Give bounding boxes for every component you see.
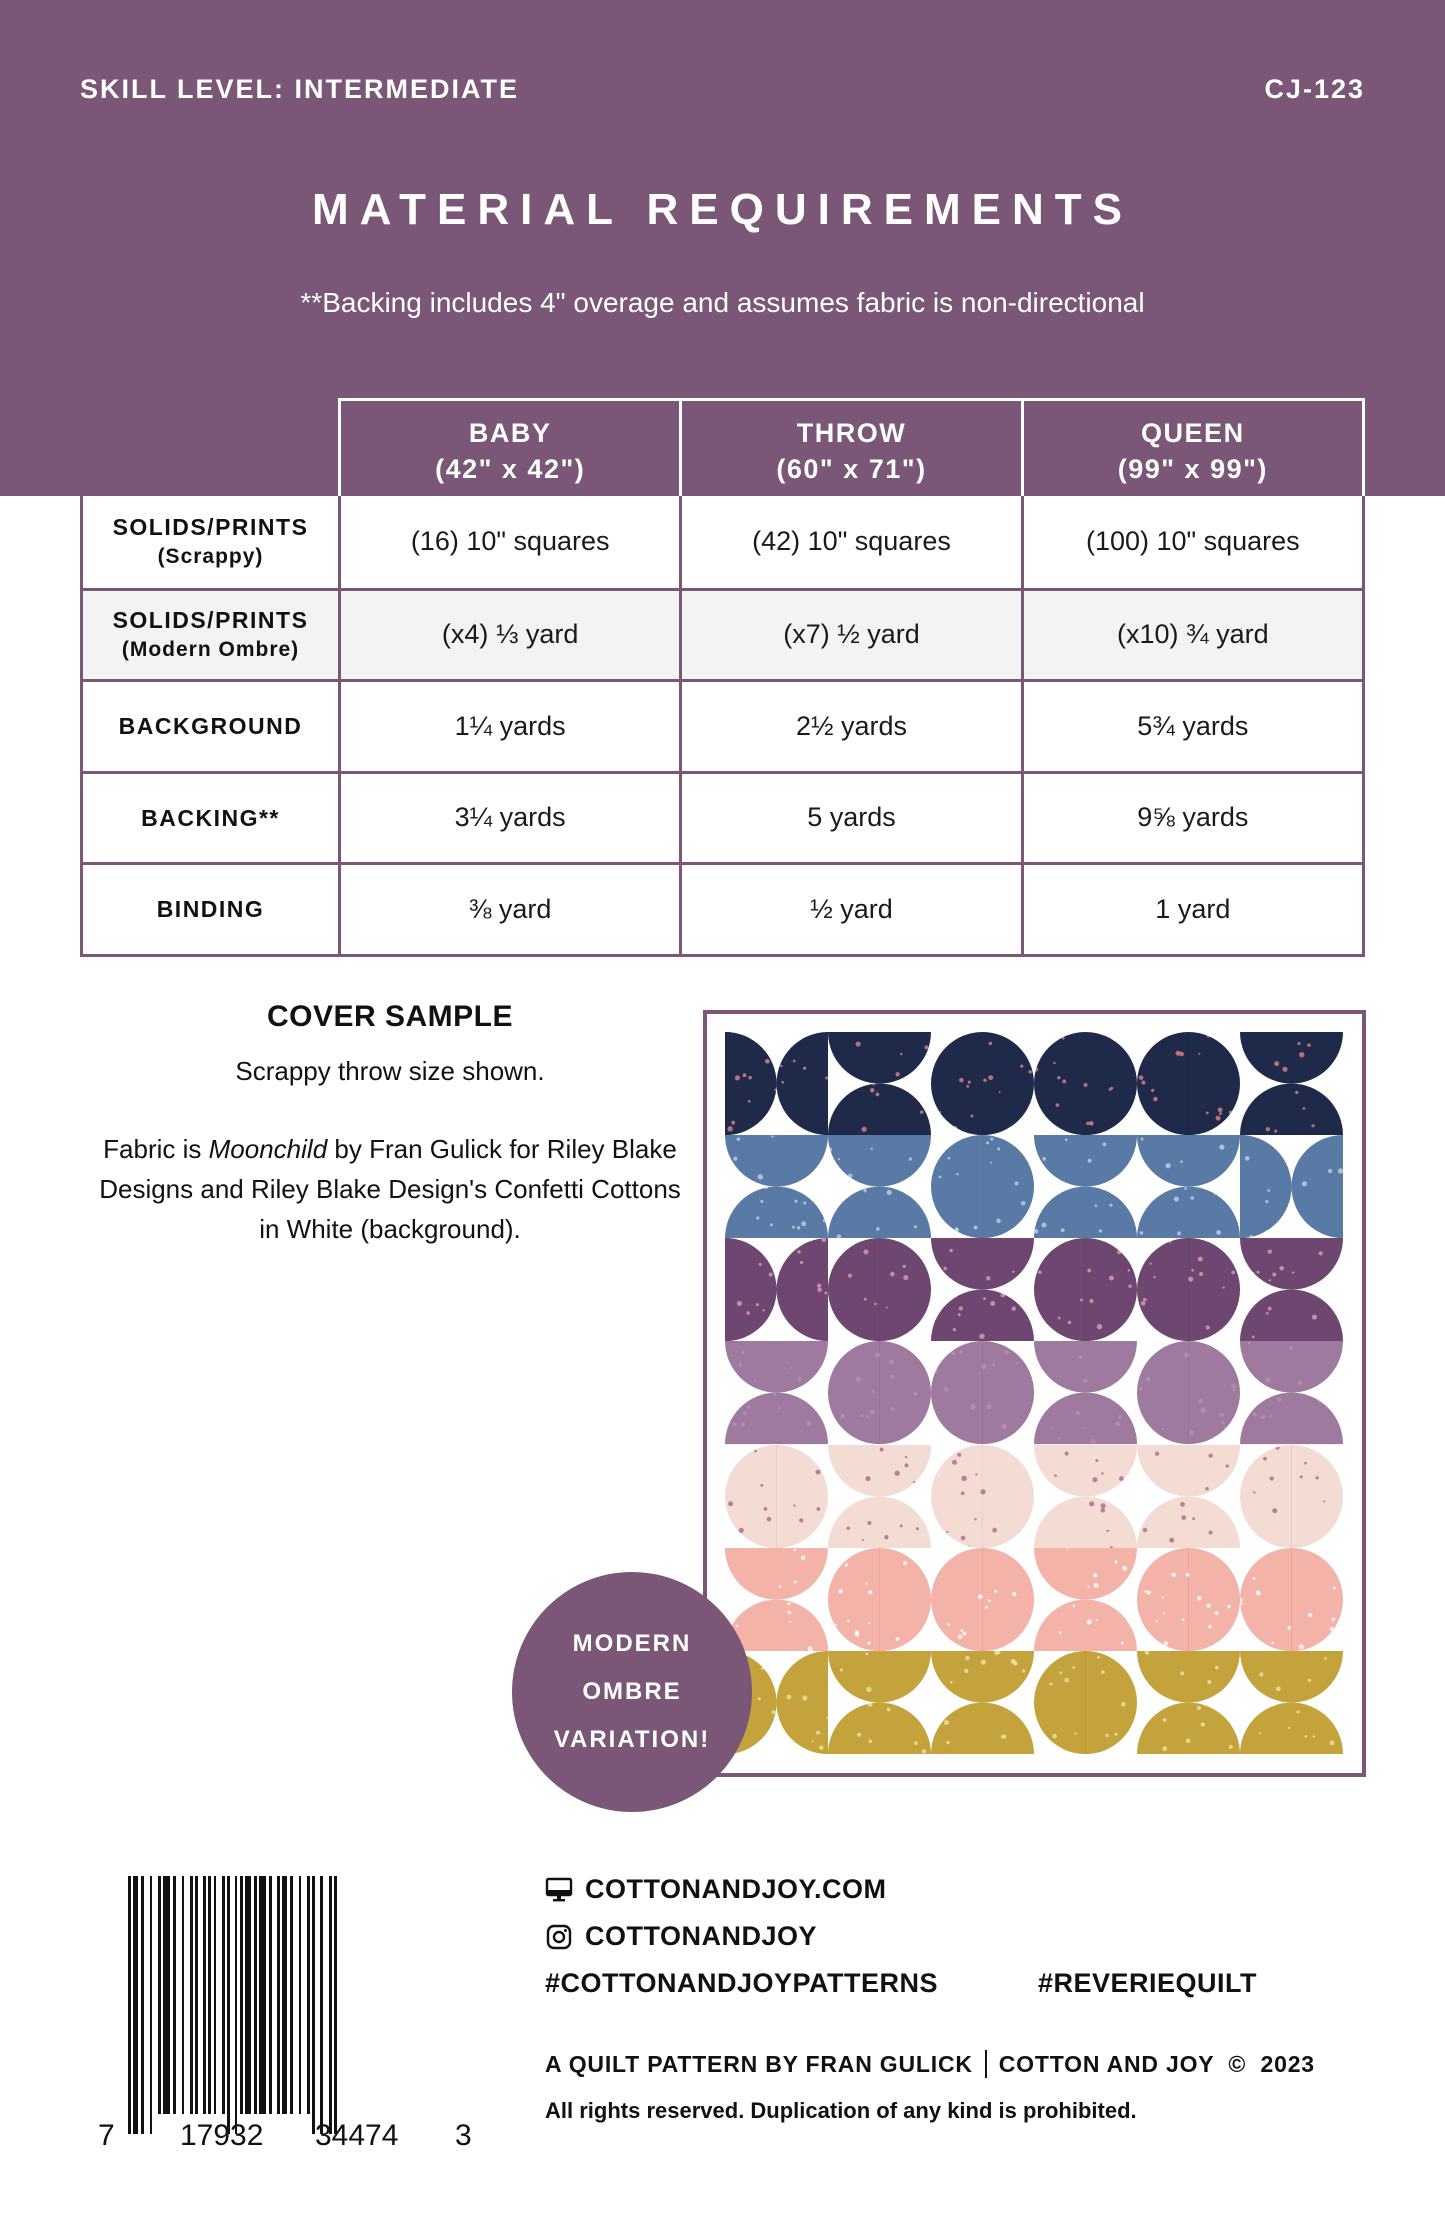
quilt-block-shape	[1137, 1548, 1240, 1651]
quilt-block-shape	[1240, 1135, 1343, 1238]
fabric-suffix: by Fran Gulick for Riley Blake Designs and Riley Blake Design's Confetti Cottons in White (background).	[99, 1134, 681, 1244]
table-row	[83, 771, 1362, 863]
quilt-block	[1137, 1238, 1240, 1341]
quilt-block-shape	[725, 1445, 828, 1548]
cover-sample-fabric-description	[90, 1129, 690, 1249]
barcode-digit: 7	[98, 2119, 115, 2152]
quilt-block	[725, 1548, 828, 1651]
quilt-block	[931, 1032, 1034, 1135]
quilt-block-shape	[828, 1651, 931, 1754]
instagram-text: COTTONANDJOY	[585, 1921, 818, 1951]
table-cell: (42) 10" squares	[682, 496, 1023, 588]
quilt-block-shape	[1034, 1445, 1137, 1548]
quilt-block-shape	[1137, 1651, 1240, 1754]
quilt-block-shape	[931, 1651, 1034, 1754]
row-label-text: BACKING**	[141, 804, 280, 831]
quilt-block	[828, 1548, 931, 1651]
table-row	[83, 588, 1362, 680]
quilt-block-shape	[931, 1341, 1034, 1444]
quilt-block	[1034, 1445, 1137, 1548]
quilt-block-shape	[828, 1548, 931, 1651]
table-cell: (x4) ⅓ yard	[341, 591, 682, 680]
table-cell: 1 yard	[1155, 893, 1231, 924]
row-sublabel: (Scrappy)	[157, 544, 264, 568]
hashtag-patterns: #COTTONANDJOYPATTERNS	[545, 1968, 939, 1998]
quilt-block	[725, 1341, 828, 1444]
column-header-throw	[682, 401, 1023, 496]
pattern-code: CJ-123	[1264, 74, 1365, 104]
modern-ombre-badge	[512, 1572, 752, 1812]
column-header-queen	[1024, 401, 1362, 496]
quilt-block-shape	[931, 1548, 1034, 1651]
quilt-block-shape	[1137, 1135, 1240, 1238]
quilt-block	[1034, 1135, 1137, 1238]
credit-line	[545, 2050, 1315, 2078]
quilt-block	[931, 1135, 1034, 1238]
quilt-block-shape	[828, 1445, 931, 1548]
table-cell: 5¾ yards	[1137, 710, 1249, 741]
table-cell: 1¼ yards	[341, 682, 682, 771]
barcode-digits: 17932	[180, 2119, 264, 2152]
table-cell: (x10) ¾ yard	[1117, 619, 1269, 650]
quilt-block	[725, 1135, 828, 1238]
backing-note: **Backing includes 4" overage and assumes fabric is non-directional	[300, 287, 1145, 318]
row-label	[83, 591, 341, 680]
quilt-block	[828, 1238, 931, 1341]
quilt-block-shape	[725, 1341, 828, 1444]
quilt-block	[931, 1548, 1034, 1651]
row-label	[83, 682, 341, 771]
quilt-block-shape	[1034, 1651, 1137, 1754]
website-text: COTTONANDJOY.COM	[585, 1874, 887, 1904]
row-label	[83, 496, 341, 588]
badge-line: MODERN	[572, 1630, 692, 1657]
column-size: (60" x 71")	[776, 454, 927, 484]
column-size: (42" x 42")	[435, 454, 586, 484]
instagram-icon	[545, 1923, 573, 1951]
quilt-block	[1240, 1135, 1343, 1238]
column-name: BABY	[468, 418, 552, 448]
instagram-link[interactable]	[545, 1921, 817, 1952]
quilt-block	[828, 1651, 931, 1754]
page-title: MATERIAL REQUIREMENTS	[312, 185, 1133, 234]
quilt-block-shape	[1137, 1238, 1240, 1341]
divider	[985, 2050, 987, 2078]
quilt-block	[1137, 1341, 1240, 1444]
cover-sample-section	[90, 1000, 690, 1249]
quilt-block	[931, 1445, 1034, 1548]
row-sublabel: (Modern Ombre)	[121, 637, 300, 661]
quilt-block-shape	[931, 1135, 1034, 1238]
quilt-block-shape	[828, 1341, 931, 1444]
quilt-block-shape	[1034, 1341, 1137, 1444]
quilt-block	[828, 1032, 931, 1135]
quilt-block	[725, 1032, 828, 1135]
hashtag-quilt: #REVERIEQUILT	[1038, 1968, 1258, 1998]
table-row	[83, 862, 1362, 954]
quilt-block-shape	[1240, 1032, 1343, 1135]
quilt-block-shape	[1240, 1445, 1343, 1548]
monitor-icon	[545, 1876, 573, 1904]
row-label-text: BACKGROUND	[118, 713, 303, 740]
quilt-block	[1240, 1445, 1343, 1548]
row-label-text: SOLIDS/PRINTS	[112, 513, 309, 540]
quilt-block	[1137, 1548, 1240, 1651]
quilt-block	[828, 1135, 931, 1238]
quilt-block-shape	[1137, 1341, 1240, 1444]
quilt-block-shape	[1240, 1341, 1343, 1444]
skill-level: SKILL LEVEL: INTERMEDIATE	[80, 74, 520, 104]
cover-sample-size: Scrappy throw size shown.	[235, 1056, 545, 1086]
upc-barcode	[98, 1876, 480, 2156]
quilt-block	[725, 1238, 828, 1341]
quilt-block	[1137, 1032, 1240, 1135]
row-label	[83, 774, 341, 863]
quilt-block	[1240, 1341, 1343, 1444]
table-cell: ⅜ yard	[341, 865, 682, 954]
quilt-block-shape	[1137, 1445, 1240, 1548]
quilt-block-shape	[828, 1238, 931, 1341]
quilt-block	[828, 1341, 931, 1444]
quilt-block-shape	[1137, 1032, 1240, 1135]
table-row	[83, 496, 1362, 588]
quilt-block-shape	[1034, 1238, 1137, 1341]
quilt-block	[1240, 1651, 1343, 1754]
column-name: QUEEN	[1141, 418, 1245, 448]
table-body	[80, 496, 1365, 957]
quilt-block	[1034, 1238, 1137, 1341]
table-cell: 9⅝ yards	[1137, 802, 1249, 833]
quilt-block-shape	[1034, 1032, 1137, 1135]
barcode-digit: 3	[455, 2119, 472, 2152]
quilt-block	[1240, 1032, 1343, 1135]
quilt-block	[725, 1445, 828, 1548]
row-label-text: BINDING	[156, 896, 265, 923]
quilt-block	[1240, 1548, 1343, 1651]
quilt-block-shape	[725, 1032, 828, 1135]
quilt-block-shape	[1240, 1548, 1343, 1651]
table-cell: ½ yard	[682, 865, 1023, 954]
quilt-block-shape	[931, 1238, 1034, 1341]
quilt-block	[1034, 1548, 1137, 1651]
quilt-block-shape	[828, 1135, 931, 1238]
table-cell: 5 yards	[682, 774, 1023, 863]
designer-credit: A QUILT PATTERN BY FRAN GULICK	[545, 2050, 973, 2077]
badge-line: OMBRE	[582, 1678, 682, 1705]
quilt-block	[931, 1238, 1034, 1341]
table-cell: 2½ yards	[682, 682, 1023, 771]
barcode-bars	[110, 1876, 480, 2136]
quilt-block-shape	[1240, 1238, 1343, 1341]
quilt-block-shape	[725, 1548, 828, 1651]
rights-notice: All rights reserved. Duplication of any kind is prohibited.	[545, 2098, 1137, 2123]
table-cell: (16) 10" squares	[341, 496, 682, 588]
barcode-digits: 34474	[315, 2119, 399, 2152]
quilt-block	[1034, 1651, 1137, 1754]
table-cell: (x7) ½ yard	[682, 591, 1023, 680]
row-label	[83, 865, 341, 954]
quilt-block-shape	[1034, 1548, 1137, 1651]
quilt-image	[725, 1032, 1343, 1754]
website-link[interactable]	[545, 1874, 887, 1905]
quilt-block-shape	[725, 1135, 828, 1238]
quilt-block	[931, 1651, 1034, 1754]
quilt-block-shape	[1034, 1135, 1137, 1238]
quilt-block-shape	[725, 1238, 828, 1341]
quilt-block	[931, 1341, 1034, 1444]
column-header-baby	[341, 401, 682, 496]
quilt-block-shape	[828, 1032, 931, 1135]
fabric-name: Moonchild	[208, 1134, 328, 1164]
quilt-block	[1137, 1135, 1240, 1238]
quilt-block	[1137, 1445, 1240, 1548]
badge-line: VARIATION!	[553, 1726, 711, 1753]
quilt-block	[1240, 1238, 1343, 1341]
quilt-block-shape	[931, 1032, 1034, 1135]
row-label-text: SOLIDS/PRINTS	[112, 606, 309, 633]
column-size: (99" x 99")	[1117, 454, 1268, 484]
quilt-block	[1034, 1341, 1137, 1444]
table-header	[338, 398, 1365, 496]
quilt-block-shape	[931, 1445, 1034, 1548]
cover-sample-heading: COVER SAMPLE	[266, 1000, 514, 1033]
table-cell: 3¼ yards	[341, 774, 682, 863]
quilt-block	[828, 1445, 931, 1548]
copyright: COTTON AND JOY © 2023	[998, 2050, 1315, 2077]
column-name: THROW	[796, 418, 907, 448]
quilt-block-shape	[1240, 1651, 1343, 1754]
quilt-block	[1034, 1032, 1137, 1135]
quilt-block	[1137, 1651, 1240, 1754]
table-cell: (100) 10" squares	[1085, 526, 1300, 557]
table-row	[83, 679, 1362, 771]
fabric-prefix: Fabric is	[103, 1134, 209, 1164]
